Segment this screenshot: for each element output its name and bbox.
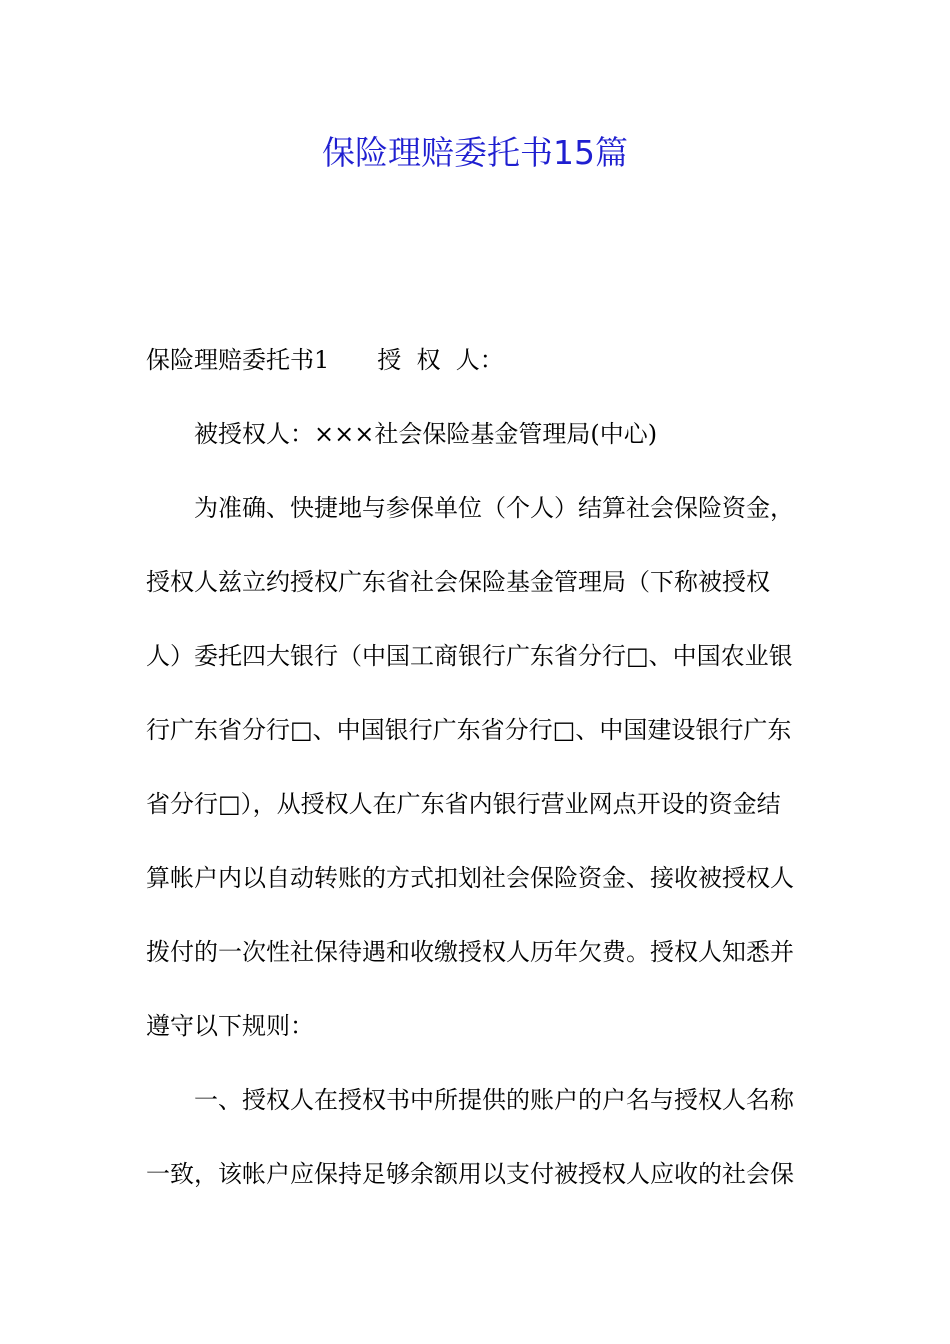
grantor-label: 授 权 人： (377, 346, 504, 374)
paragraph-line: 算帐户内以自动转账的方式扣划社会保险资金、接收被授权人 (146, 864, 794, 892)
clause-line: 一、授权人在授权书中所提供的账户的户名与授权人名称 (194, 1086, 794, 1114)
document-heading-line (146, 342, 504, 378)
clause-line: 一致，该帐户应保持足够余额用以支付被授权人应收的社会保 (146, 1160, 794, 1188)
paragraph-line: 拨付的一次性社保待遇和收缴授权人历年欠费。授权人知悉并 (146, 938, 794, 966)
page-title: 保险理赔委托书15篇 (322, 133, 628, 172)
grantee-line: 被授权人：×××社会保险基金管理局(中心) (194, 420, 658, 448)
letter-title: 保险理赔委托书1 (146, 346, 330, 374)
paragraph-line: 遵守以下规则： (146, 1012, 314, 1040)
paragraph-line: 行广东省分行□、中国银行广东省分行□、中国建设银行广东 (146, 716, 792, 744)
paragraph-line: 人）委托四大银行（中国工商银行广东省分行□、中国农业银 (146, 642, 793, 670)
paragraph-line: 为准确、快捷地与参保单位（个人）结算社会保险资金， (194, 494, 794, 522)
paragraph-line: 省分行□），从授权人在广东省内银行营业网点开设的资金结 (146, 790, 781, 818)
paragraph-line: 授权人兹立约授权广东省社会保险基金管理局（下称被授权 (146, 568, 770, 596)
